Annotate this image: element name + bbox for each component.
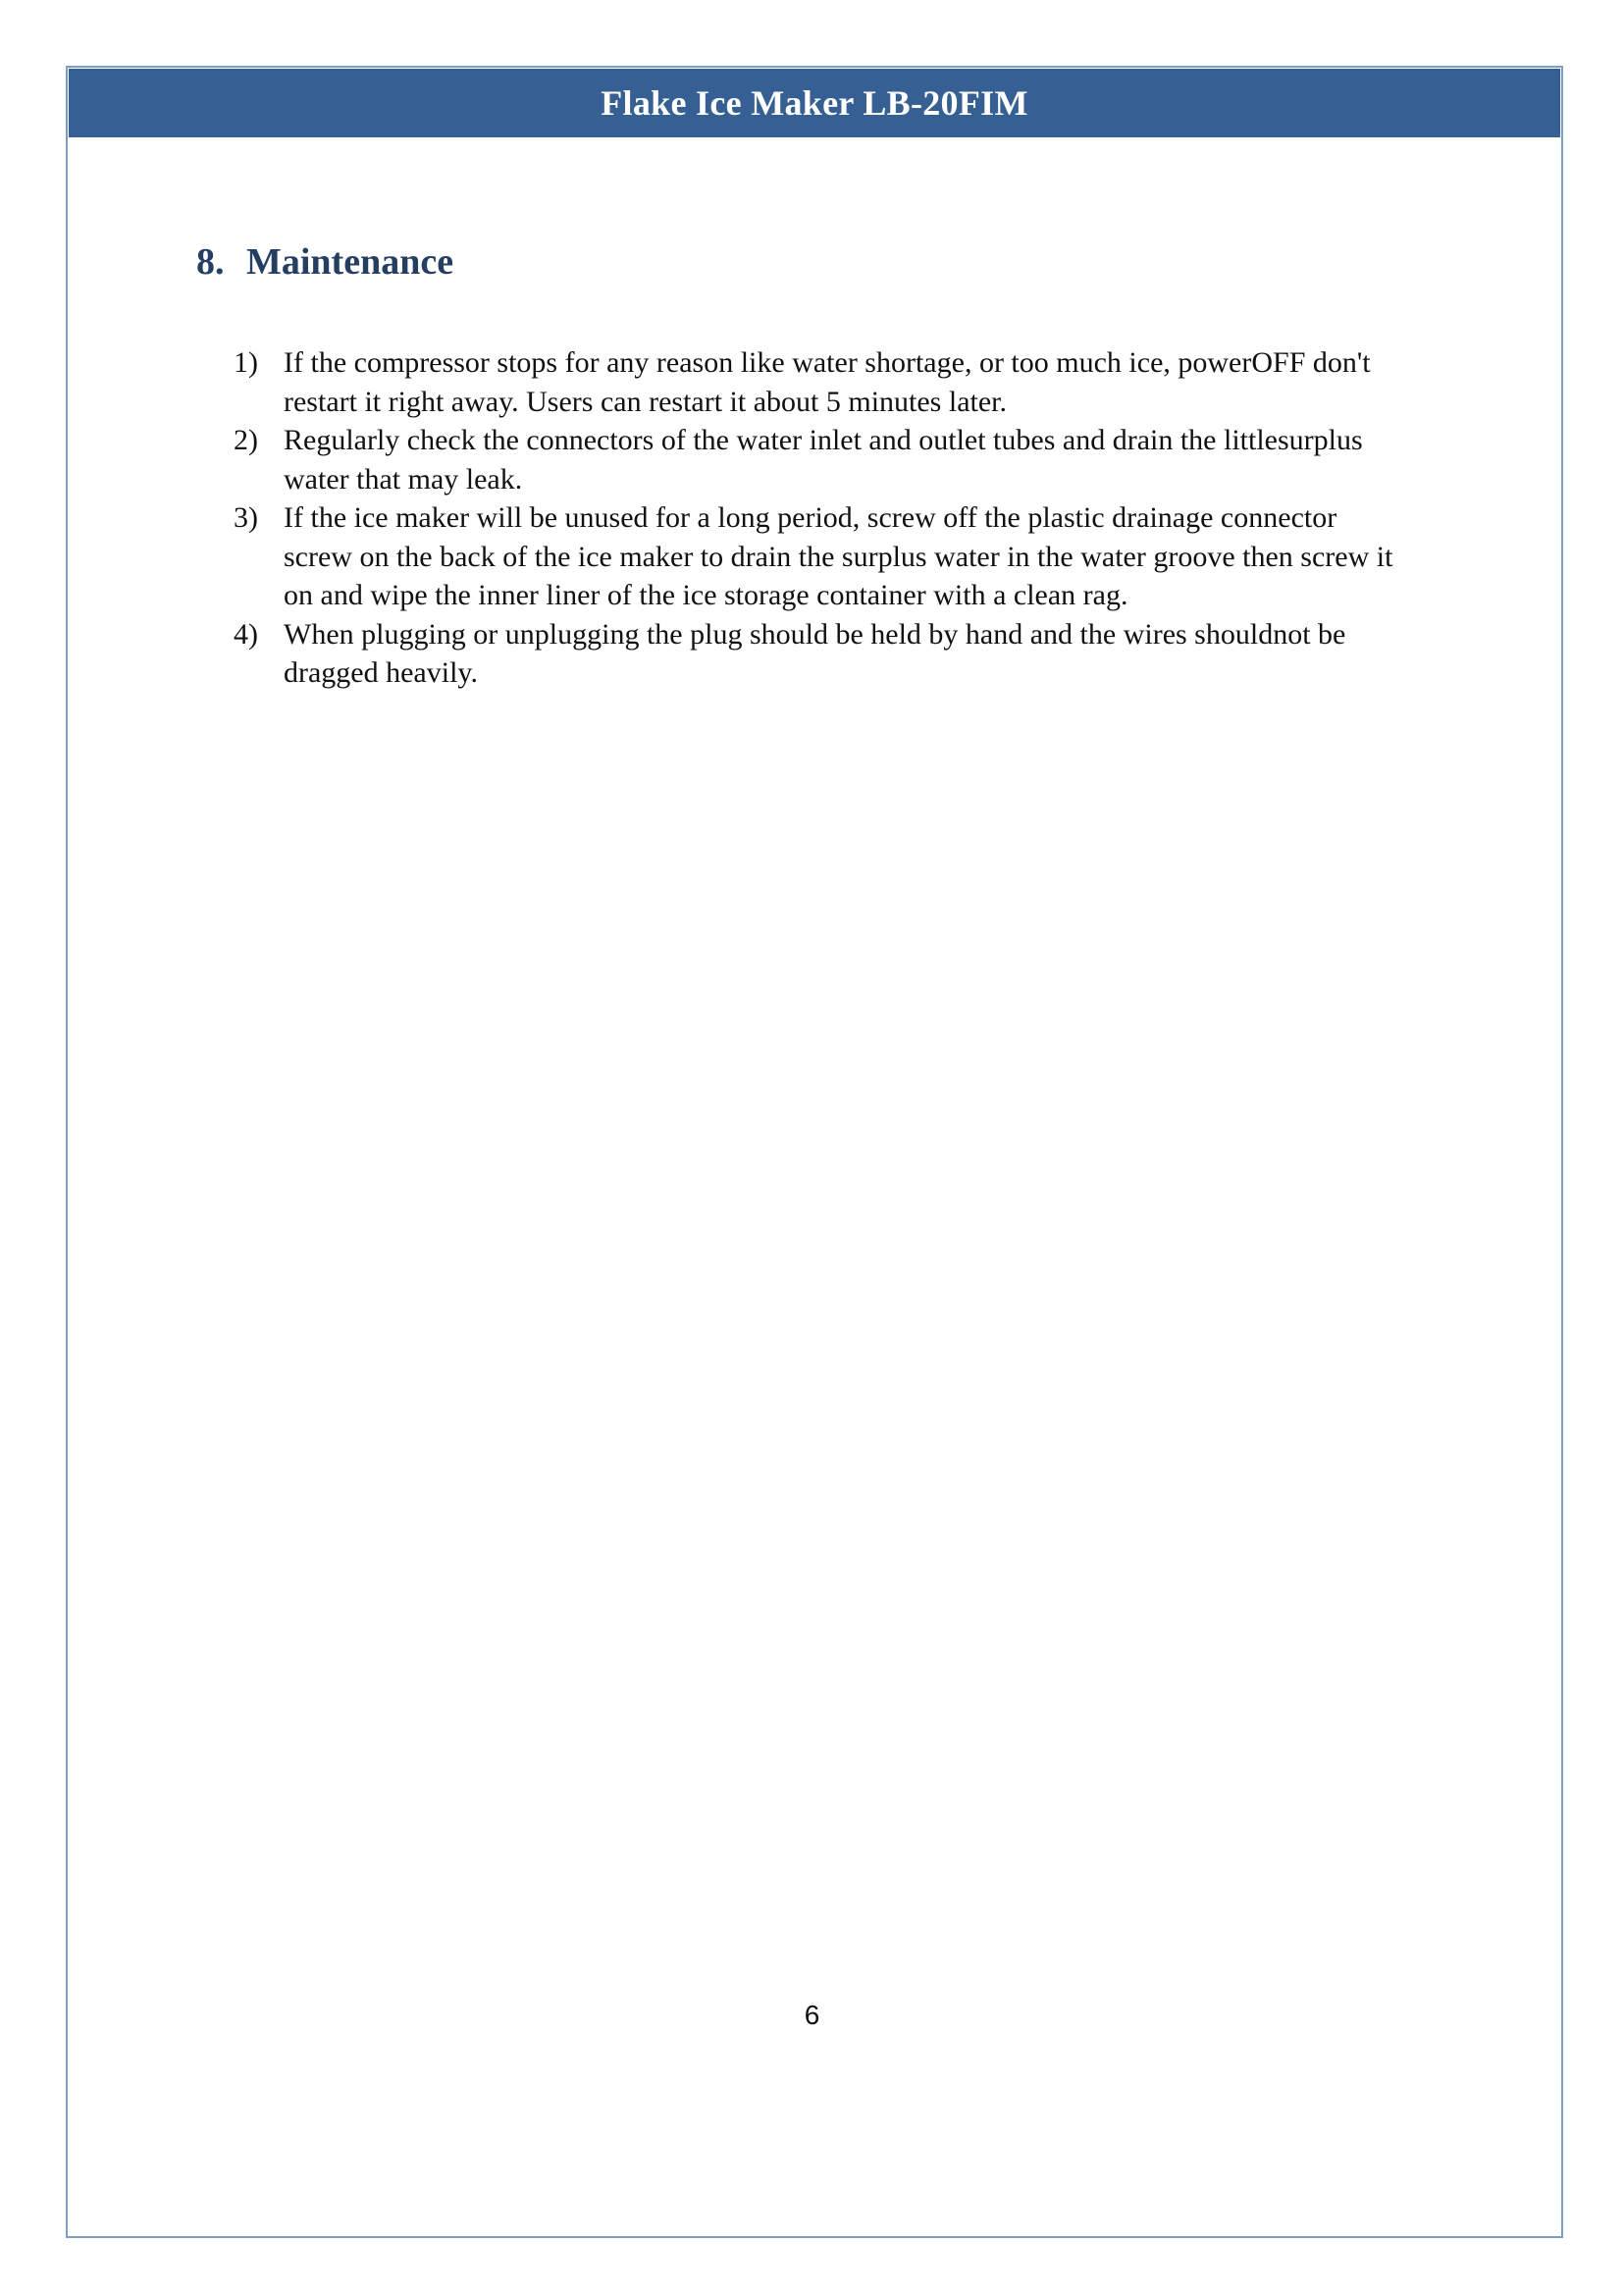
list-item-number: 2) — [234, 424, 258, 456]
maintenance-list — [234, 343, 1411, 693]
list-item-text: If the compressor stops for any reason like water shortage, or too much ice, powerOFF don't restart it right away. Users can restart it about 5 minutes later. — [284, 346, 1371, 418]
section-title: Maintenance — [246, 241, 454, 283]
header-banner — [69, 69, 1560, 137]
list-item-text: When plugging or unplugging the plug should be held by hand and the wires shouldnot be dragged heavily. — [284, 617, 1346, 689]
list-item-text: If the ice maker will be unused for a long period, screw off the plastic drainage connector screw on the back of the ice maker to drain the surplus water in the water groove then screw it on and wipe the inner liner of the ice storage container with a clean rag. — [284, 501, 1393, 611]
list-item-number: 4) — [234, 617, 258, 651]
page-number: 6 — [804, 2000, 820, 2030]
list-item-number: 3) — [234, 501, 258, 534]
list-item — [234, 498, 1411, 615]
list-item — [234, 343, 1411, 421]
list-item-text: Regularly check the connectors of the water inlet and outlet tubes and drain the littlesurplus water that may leak. — [284, 424, 1363, 496]
document-title: Flake Ice Maker LB-20FIM — [601, 83, 1028, 123]
section-number: 8. — [196, 241, 225, 283]
section-heading — [196, 240, 453, 284]
list-item — [234, 421, 1411, 498]
list-item-number: 1) — [234, 346, 258, 379]
list-item — [234, 615, 1411, 693]
